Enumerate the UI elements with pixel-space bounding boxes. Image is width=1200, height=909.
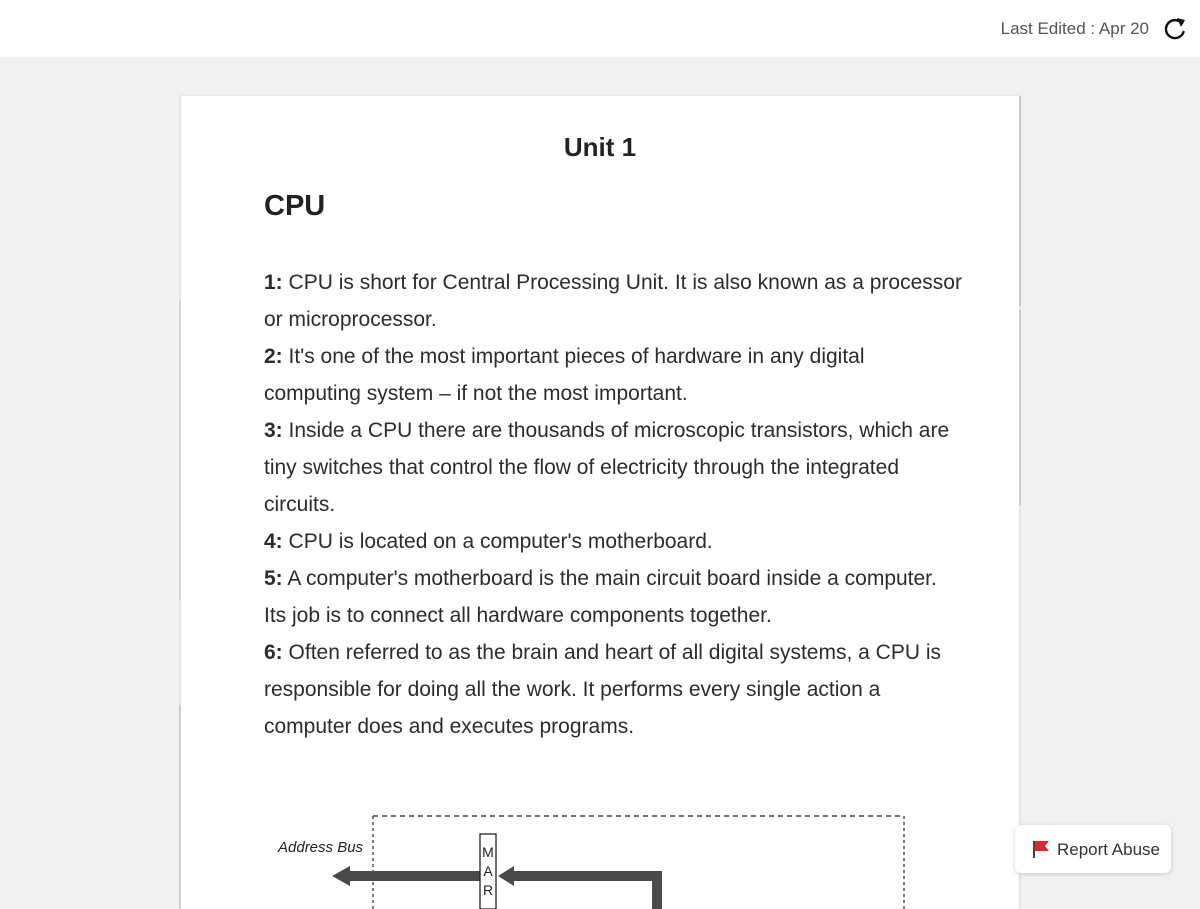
section-title: CPU — [264, 190, 326, 222]
mar-letter: R — [482, 882, 494, 898]
fact-item: 5: A computer's motherboard is the main circuit board inside a computer. Its job is to connect all hardware components together. — [264, 567, 937, 627]
flag-shape — [1035, 841, 1049, 851]
page-edge — [179, 705, 181, 909]
refresh-icon[interactable] — [1162, 16, 1188, 42]
arrow-left-icon — [332, 866, 480, 886]
cpu-diagram — [260, 800, 920, 909]
page-edge — [1019, 96, 1021, 306]
cpu-facts-text — [264, 264, 964, 745]
last-edited-text: Last Edited : Apr 20 — [1000, 19, 1149, 38]
flag-icon — [1032, 840, 1050, 858]
page-edge — [179, 300, 181, 600]
mar-letter: A — [483, 863, 493, 879]
unit-title: Unit 1 — [563, 132, 637, 162]
address-bus-label: Address Bus — [278, 839, 364, 856]
page-edge — [1019, 310, 1021, 505]
report-abuse-label: Report Abuse — [1057, 840, 1161, 859]
top-bar — [0, 0, 1200, 57]
mar-letter: M — [482, 844, 494, 860]
fact-item: 1: CPU is short for Central Processing Unit. It is also known as a processor or microprocessor. — [264, 271, 962, 331]
fact-item: 6: Often referred to as the brain and heart of all digital systems, a CPU is responsible for doing all the work. It performs every single action a computer does and executes programs. — [264, 641, 941, 738]
report-abuse-button[interactable] — [1015, 825, 1171, 873]
fact-item: 4: CPU is located on a computer's motherboard. — [264, 530, 713, 553]
fact-item: 2: It's one of the most important pieces of hardware in any digital computing system – if not the most important. — [264, 345, 865, 405]
fact-item: 3: Inside a CPU there are thousands of microscopic transistors, which are tiny switches that control the flow of electricity through the integrated circuits. — [264, 419, 950, 516]
arrow-left-icon — [498, 866, 662, 909]
